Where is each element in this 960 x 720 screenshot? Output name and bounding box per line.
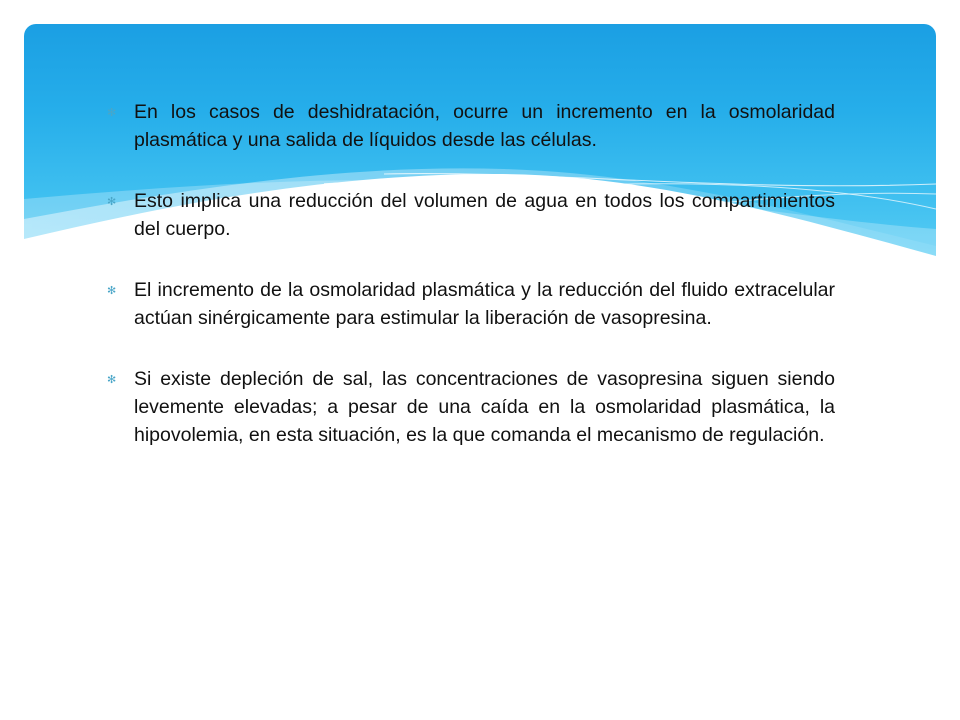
bullet-text: El incremento de la osmolaridad plasmática y la reducción del fluido extracelular actúan sinérgicamente para estimular la liberación de vasopresina. [134,279,835,329]
list-item [105,187,835,243]
bullet-text: Si existe depleción de sal, las concentraciones de vasopresina siguen siendo levemente elevadas; a pesar de una caída en la osmolaridad plasmática, la hipovolemia, en esta situación, es la que comanda el mecanismo de regulación. [134,368,835,446]
asterisk-bullet-icon: ✻ [107,107,117,119]
list-item [105,365,835,449]
bullet-text: Esto implica una reducción del volumen de agua en todos los compartimientos del cuerpo. [134,190,835,240]
asterisk-bullet-icon: ✻ [107,196,117,208]
asterisk-bullet-icon: ✻ [107,285,117,297]
list-item [105,98,835,154]
bullet-text: En los casos de deshidratación, ocurre un incremento en la osmolaridad plasmática y una salida de líquidos desde las células. [134,101,835,151]
asterisk-bullet-icon: ✻ [107,374,117,386]
list-item [105,276,835,332]
bullet-list [105,98,835,482]
